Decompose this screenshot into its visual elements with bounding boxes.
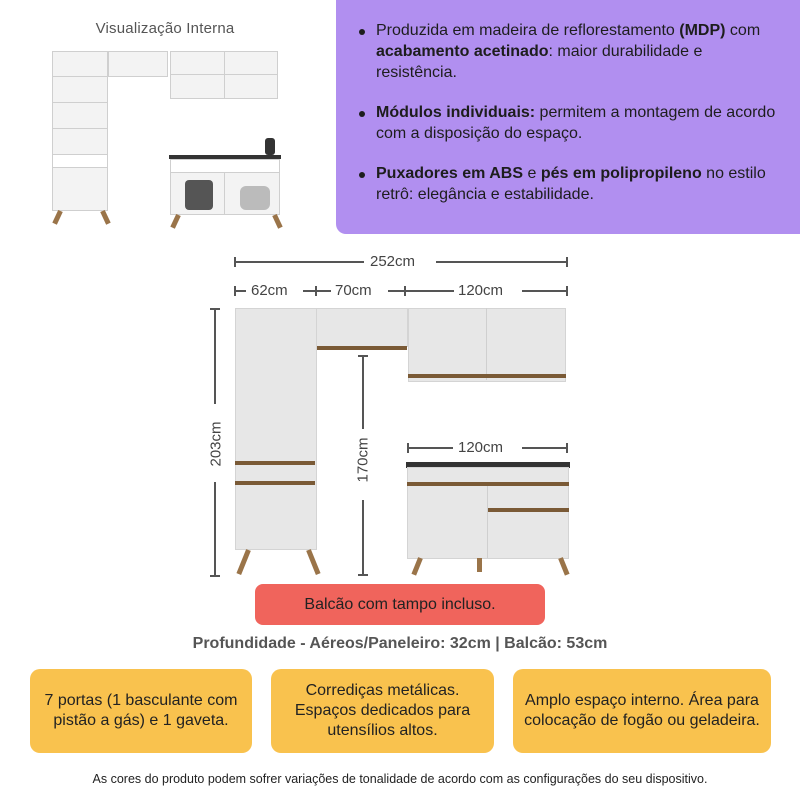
feature-card-slides	[271, 669, 494, 753]
dim-upper-large-width: 120cm	[458, 282, 504, 299]
feature-card-text: 7 portas (1 basculante com pistão a gás) e 1 gaveta.	[44, 692, 238, 729]
feature-item: Módulos individuais: permitem a montagem de acordo com a disposição do espaço.	[356, 102, 780, 144]
dim-upper-small-width: 70cm	[335, 282, 372, 299]
feature-card-text: Amplo espaço interno. Área para colocação de fogão ou geladeira.	[524, 692, 760, 729]
feature-card-space	[513, 669, 771, 753]
dim-clearance-height: 170cm	[354, 437, 372, 483]
feature-item: Produzida em madeira de reflorestamento (MDP) com acabamento acetinado: maior durabilidade e resistência.	[356, 20, 780, 83]
feature-card-text: Corrediças metálicas. Espaços dedicados para utensílios altos.	[294, 682, 471, 739]
counter-included-badge: Balcão com tampo incluso.	[255, 584, 545, 625]
depth-info: Profundidade - Aéreos/Paneleiro: 32cm | Balcão: 53cm	[192, 635, 608, 652]
dim-counter-width: 120cm	[458, 439, 504, 456]
feature-item: Puxadores em ABS e pés em polipropileno no estilo retrô: elegância e estabilidade.	[356, 163, 780, 205]
feature-card-doors	[30, 669, 252, 753]
dim-total-height: 203cm	[207, 421, 225, 467]
dim-total-width: 252cm	[370, 253, 416, 270]
interior-view-title: Visualização Interna	[95, 20, 235, 37]
color-disclaimer: As cores do produto podem sofrer variações de tonalidade de acordo com as configurações do seu dispositivo.	[92, 772, 708, 786]
dim-pantry-width: 62cm	[251, 282, 288, 299]
